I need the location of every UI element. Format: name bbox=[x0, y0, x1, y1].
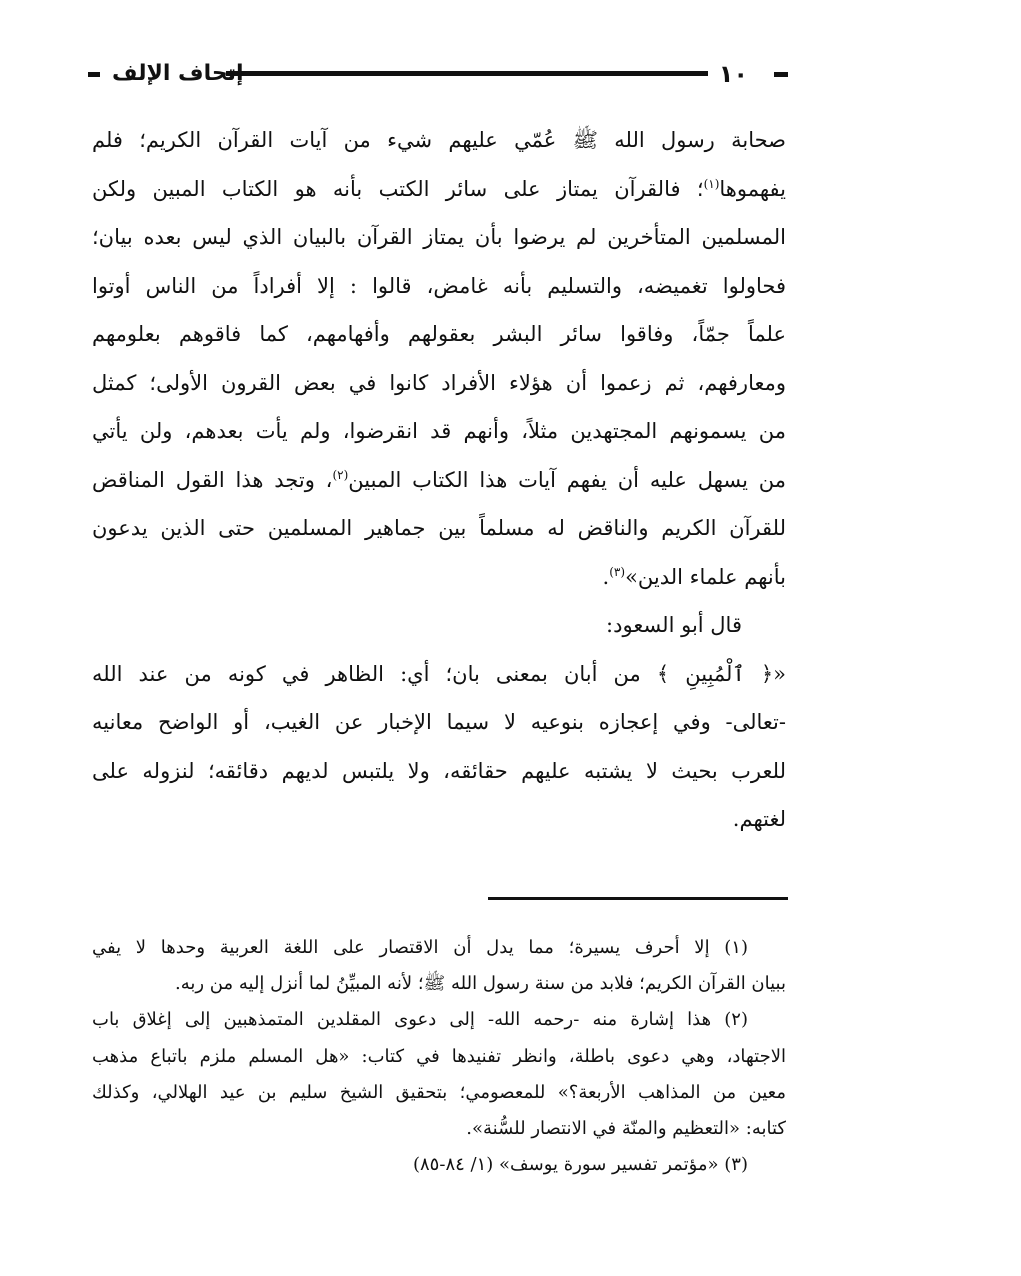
quote-line: «﴿ ٱلْمُبِينِ ﴾ من أبان بمعنى بان؛ أي: الظاهر في كونه من عند الله bbox=[92, 661, 786, 686]
footnote-line: (٣) «مؤتمر تفسير سورة يوسف» (١/ ٨٤-٨٥) bbox=[412, 1154, 748, 1176]
body-line: صحابة رسول الله ﷺ عُمّي عليهم شيء من آيات القرآن الكريم؛ فلم bbox=[92, 128, 786, 152]
footnote-ref-2[interactable]: (٢) bbox=[332, 467, 349, 482]
footnote-ref-1[interactable]: (١) bbox=[703, 176, 720, 191]
quote-line: لغتهم. bbox=[732, 807, 786, 831]
main-text bbox=[92, 116, 786, 844]
body-line: من يسمونهم المجتهدين مثلاً، وأنهم قد انقرضوا، ولم يأت بعدهم، ولن يأتي bbox=[92, 419, 786, 443]
footnote-line: (١) إلا أحرف يسيرة؛ مما يدل أن الاقتصار على اللغة العربية وحدها لا يفي bbox=[92, 937, 748, 958]
book-title: إتحاف الإلف bbox=[112, 61, 244, 86]
body-line: ومعارفهم، ثم زعموا أن هؤلاء الأفراد كانوا في بعض القرون الأولى؛ كمثل bbox=[92, 370, 786, 395]
footnote-separator bbox=[488, 897, 788, 900]
footnote-line: ببيان القرآن الكريم؛ فلابد من سنة رسول الله ﷺ؛ لأنه المبيِّنُ لما أنزل إليه من ربه. bbox=[175, 973, 786, 995]
page-number: ١٠ bbox=[718, 60, 748, 88]
quote-line: -تعالى- وفي إعجازه بنوعيه لا سيما الإخبار عن الغيب، أو الواضح معانيه bbox=[92, 710, 786, 734]
body-line: بأنهم علماء الدين»$^{(٣)}$. bbox=[602, 564, 786, 589]
footnote-line: معين من المذاهب الأربعة؟» للمعصومي؛ بتحقيق الشيخ سليم بن عيد الهلالي، وكذلك bbox=[92, 1081, 786, 1103]
footnote-line: الاجتهاد، وهي دعوى باطلة، وانظر تفنيدها في كتاب: «هل المسلم ملزم باتباع مذهب bbox=[92, 1045, 786, 1067]
body-line: المسلمين المتأخرين لم يرضوا بأن يمتاز القرآن بالبيان الذي ليس بعده بيان؛ bbox=[92, 225, 786, 249]
body-line: علماً جمّاً، وفاقوا سائر البشر بعقولهم وأفهامهم، كما فاقوهم بعلومهم bbox=[92, 322, 786, 346]
header-dash-right bbox=[774, 72, 788, 77]
body-line: من يسهل عليه أن يفهم آيات هذا الكتاب المبين$^{(٢)}$، وتجد هذا القول المناقض bbox=[92, 467, 786, 492]
page-header bbox=[88, 56, 788, 92]
body-line: يفهموها$^{(١)}$؛ فالقرآن يمتاز على سائر الكتب بأنه هو الكتاب المبين ولكن bbox=[92, 176, 786, 201]
footnote-ref-3[interactable]: (٣) bbox=[609, 564, 626, 579]
body-line: للقرآن الكريم والناقض له مسلماً بين جماهير المسلمين حتى الذين يدعون bbox=[92, 516, 786, 540]
header-rule bbox=[226, 71, 708, 76]
footnotes bbox=[92, 930, 786, 1183]
body-line: فحاولوا تغميضه، والتسليم بأنه غامض، قالوا : إلا أفراداً من الناس أوتوا bbox=[92, 273, 786, 298]
footnote-line: كتابه: «التعظيم والمنّة في الانتصار للسُّنة». bbox=[466, 1117, 786, 1139]
body-line: قال أبو السعود: bbox=[606, 613, 742, 637]
footnote-line: (٢) هذا إشارة منه -رحمه الله- إلى دعوى المقلدين المتمذهبين إلى إغلاق باب bbox=[92, 1009, 748, 1031]
quote-line: للعرب بحيث لا يشتبه عليهم حقائقه، ولا يلتبس لديهم دقائقه؛ لنزوله على bbox=[92, 758, 786, 783]
header-dash-left bbox=[88, 72, 100, 77]
